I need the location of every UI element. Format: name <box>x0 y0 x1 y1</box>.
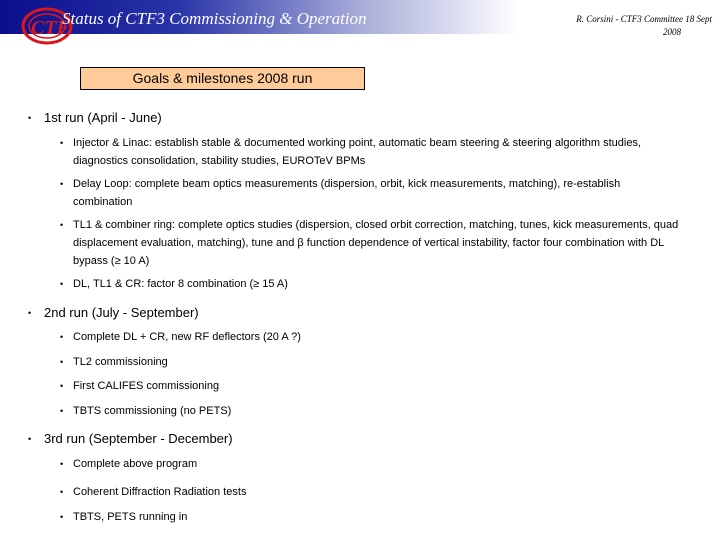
list-item <box>60 328 680 346</box>
bullet-icon: • <box>60 357 64 367</box>
run-label: 1st run (April - June) <box>44 110 162 125</box>
list-item <box>60 216 680 270</box>
list-item-text: TL1 & combiner ring: complete optics studies (dispersion, closed orbit correction, matching, tunes, kick measurements, quad displacement evaluation, matching), tune and β function dependence of vertical instability, factor four combination with DL bypass (≥ 10 A) <box>73 219 679 267</box>
bullet-icon: • <box>60 279 64 289</box>
bullet-icon: • <box>60 179 64 189</box>
list-item <box>60 175 680 211</box>
bullet-icon: • <box>60 512 64 522</box>
list-item-text: Injector & Linac: establish stable & documented working point, automatic beam steering & steering algorithm studies, diagnostics consolidation, stability studies, EUROTeV BPMs <box>73 137 642 167</box>
bullet-icon: • <box>60 138 64 148</box>
list-item <box>60 353 680 371</box>
bullet-icon: • <box>60 220 64 230</box>
list-item <box>60 134 680 170</box>
run-label: 2nd run (July - September) <box>44 305 199 320</box>
bullet-icon: • <box>60 459 64 469</box>
list-item-text: Delay Loop: complete beam optics measurements (dispersion, orbit, kick measurements, matching), re-establish combination <box>73 178 621 208</box>
bullet-icon: • <box>60 487 64 497</box>
list-item-text: DL, TL1 & CR: factor 8 combination (≥ 15 A) <box>73 278 288 290</box>
author-line <box>532 13 712 39</box>
run-label: 3rd run (September - December) <box>44 431 233 446</box>
goals-box: Goals & milestones 2008 run <box>80 67 365 90</box>
list-item-text: Coherent Diffraction Radiation tests <box>73 486 247 498</box>
slide-title: Status of CTF3 Commissioning & Operation <box>62 9 367 28</box>
list-item <box>60 402 680 420</box>
list-item-text: Complete DL + CR, new RF deflectors (20 A ?) <box>73 331 301 343</box>
list-item-text: TBTS, PETS running in <box>73 511 188 523</box>
list-item-text: First CALIFES commissioning <box>73 380 220 392</box>
list-item <box>60 483 680 501</box>
list-item-text: TBTS commissioning (no PETS) <box>73 405 232 417</box>
list-item <box>60 377 680 395</box>
bullet-icon: • <box>60 381 64 391</box>
logo-text: CTF <box>31 17 70 39</box>
bullet-icon: • <box>60 332 64 342</box>
list-item <box>60 455 680 473</box>
bullet-icon: • <box>60 406 64 416</box>
list-item <box>60 275 680 293</box>
bullet-icon: • <box>28 113 32 123</box>
author-line-2: 2008 <box>663 27 681 37</box>
bullet-icon: • <box>28 308 32 318</box>
list-item-text: TL2 commissioning <box>73 356 168 368</box>
author-line-1: R. Corsini - CTF3 Committee 18 Sept <box>576 14 712 24</box>
list-item-text: Complete above program <box>73 458 198 470</box>
list-item <box>60 508 680 526</box>
bullet-icon: • <box>28 434 32 444</box>
